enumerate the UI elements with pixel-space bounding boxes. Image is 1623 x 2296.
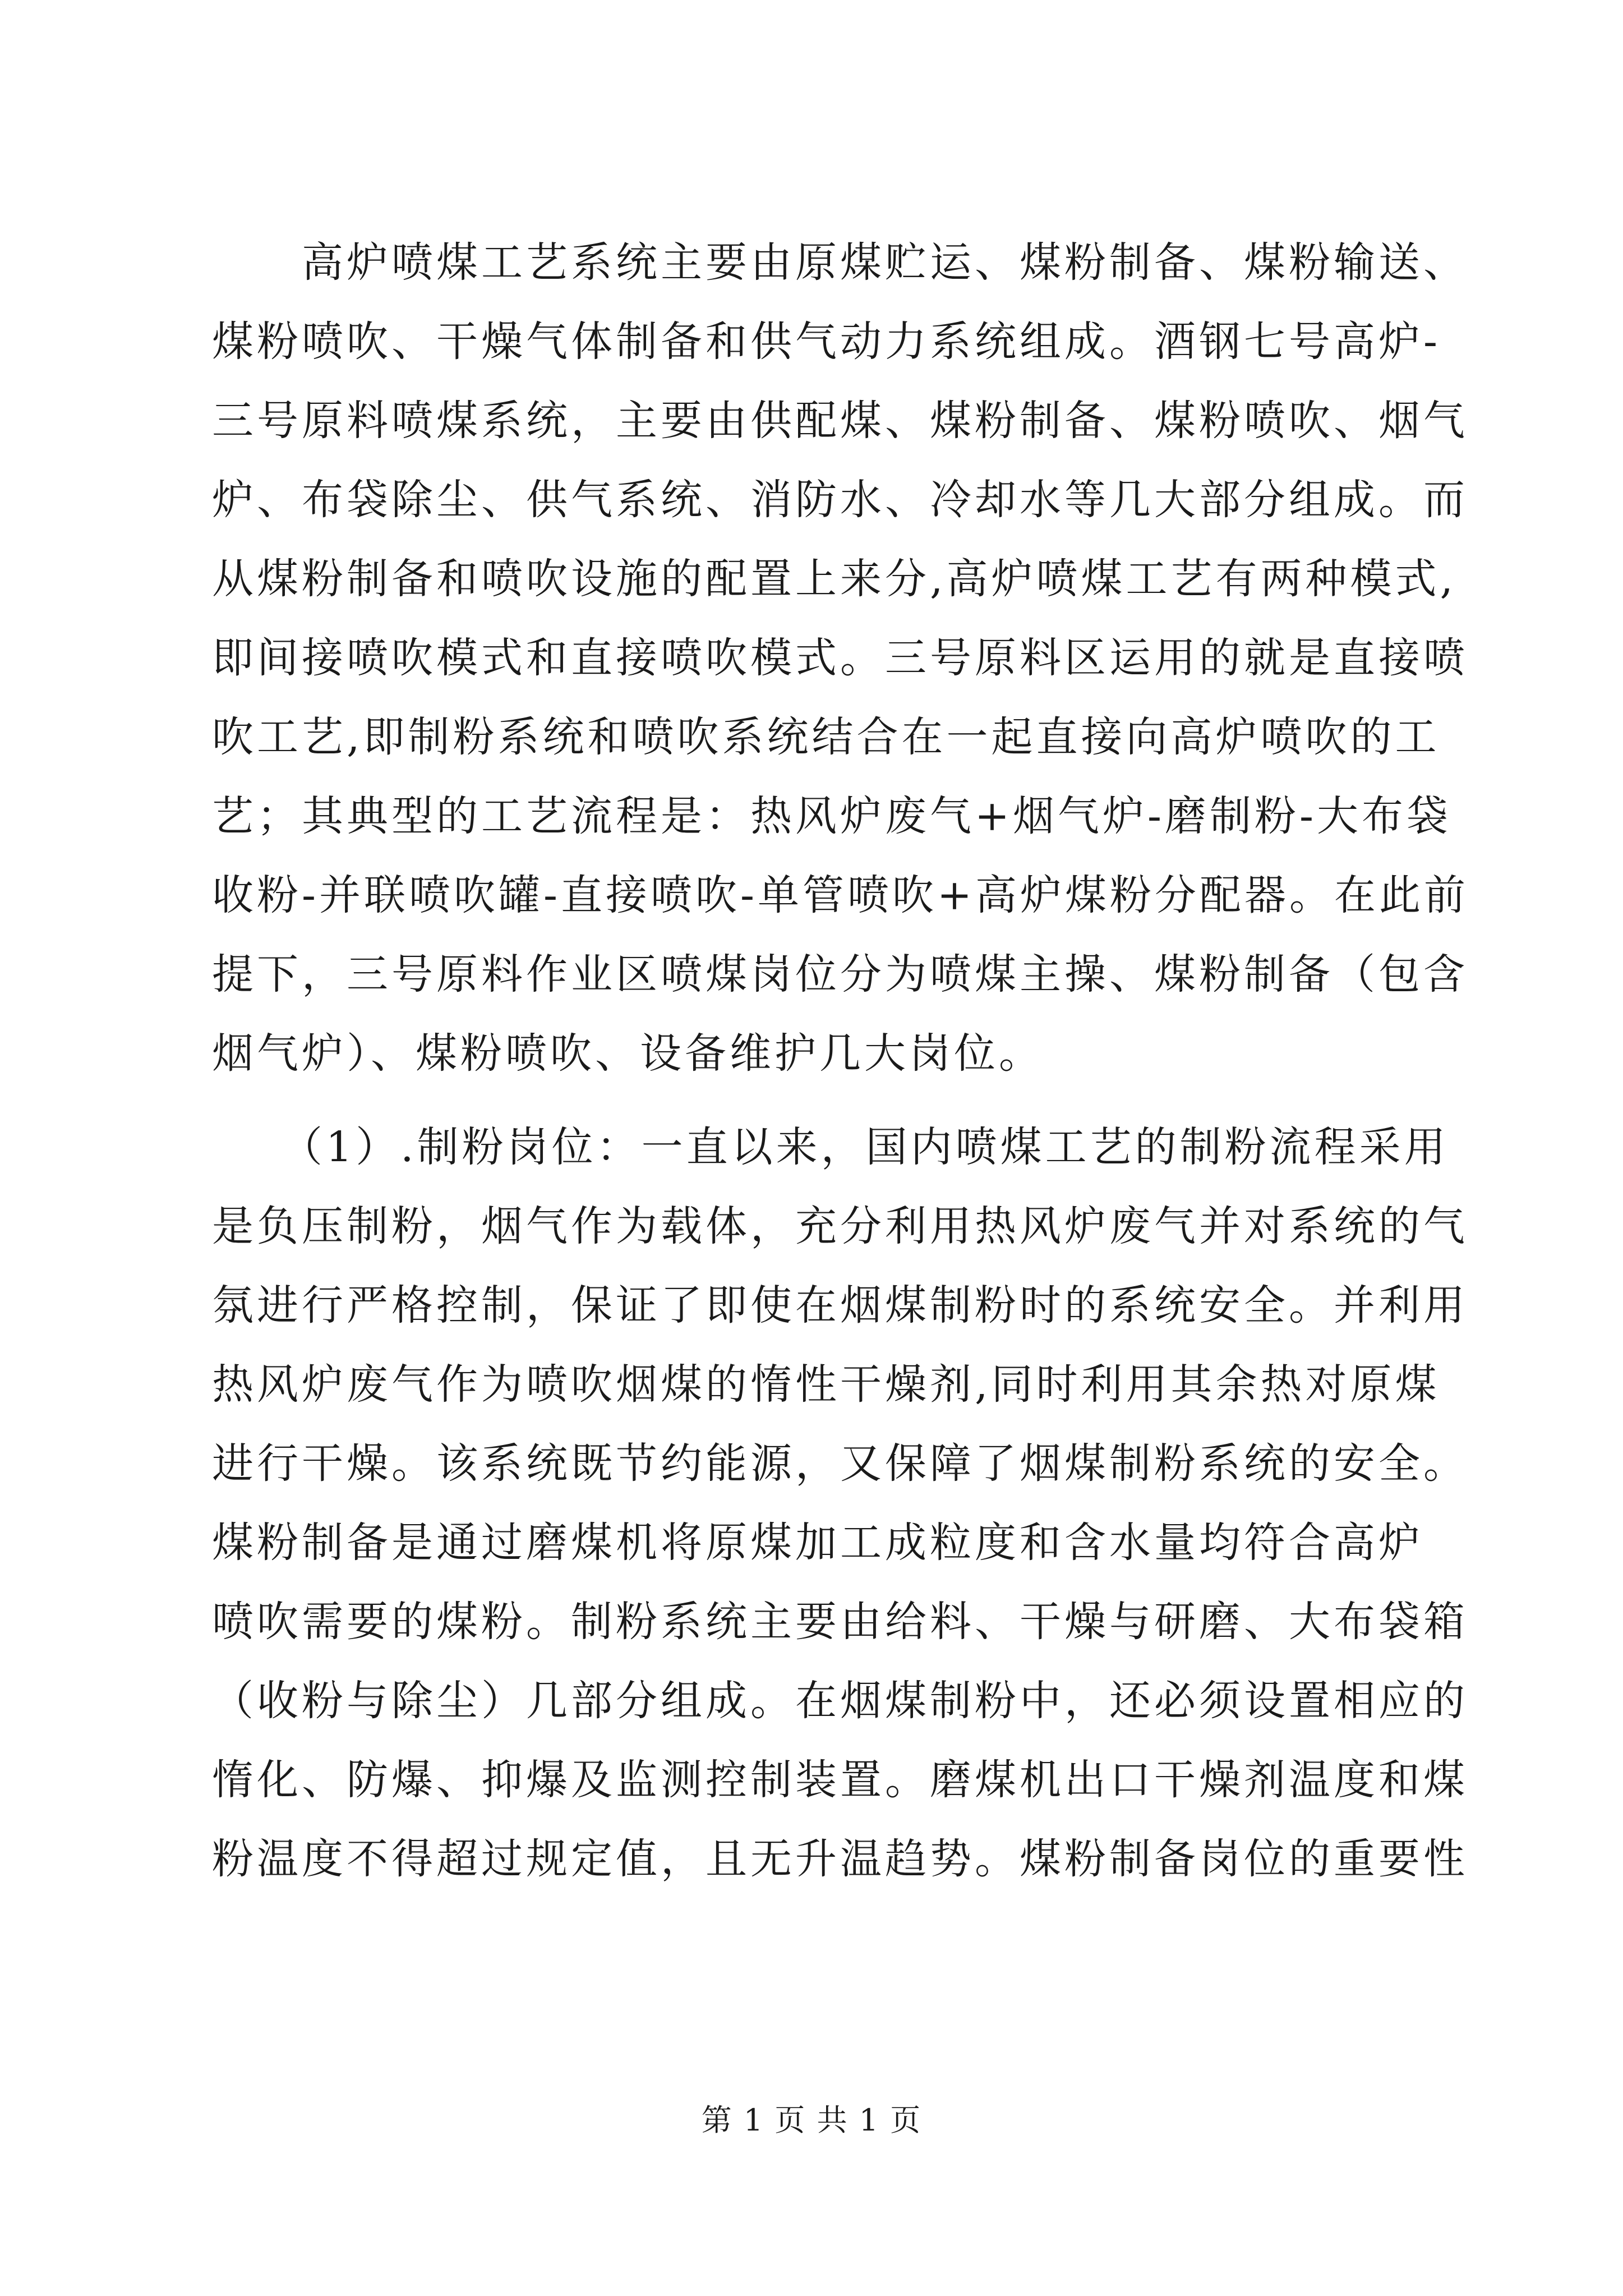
text-line: 煤粉制备是通过磨煤机将原煤加工成粒度和含水量均符合高炉 (212, 1519, 1423, 1567)
text-line: 惰化、防爆、抑爆及监测控制装置。磨煤机出口干燥剂温度和煤 (212, 1756, 1468, 1804)
text-line: 粉温度不得超过规定值，且无升温趋势。煤粉制备岗位的重要性 (212, 1835, 1468, 1883)
text-line: 从煤粉制备和喷吹设施的配置上来分,高炉喷煤工艺有两种模式, (212, 555, 1457, 603)
text-line: （收粉与除尘）几部分组成。在烟煤制粉中，还必须设置相应的 (212, 1677, 1468, 1725)
text-line: 喷吹需要的煤粉。制粉系统主要由给料、干燥与研磨、大布袋箱 (212, 1598, 1468, 1646)
paragraph-1 (212, 223, 1469, 1093)
text-line: 进行干燥。该系统既节约能源，又保障了烟煤制粉系统的安全。 (212, 1439, 1468, 1488)
text-line: 即间接喷吹模式和直接喷吹模式。三号原料区运用的就是直接喷 (212, 634, 1468, 682)
text-line: 收粉-并联喷吹罐-直接喷吹-单管喷吹+高炉煤粉分配器。在此前 (212, 871, 1469, 919)
text-line: 吹工艺,即制粉系统和喷吹系统结合在一起直接向高炉喷吹的工 (212, 713, 1440, 761)
paragraph-2 (212, 1108, 1468, 1899)
text-line: 煤粉喷吹、干燥气体制备和供气动力系统组成。酒钢七号高炉- (212, 318, 1441, 366)
text-line: 炉、布袋除尘、供气系统、消防水、冷却水等几大部分组成。而 (212, 476, 1468, 524)
text-line: 三号原料喷煤系统，主要由供配煤、煤粉制备、煤粉喷吹、烟气 (212, 397, 1468, 445)
text-line: 氛进行严格控制，保证了即使在烟煤制粉时的系统安全。并利用 (212, 1281, 1468, 1329)
document-body (212, 223, 1469, 1899)
page-footer (0, 2098, 1623, 2143)
text-line: 高炉喷煤工艺系统主要由原煤贮运、煤粉制备、煤粉输送、 (212, 238, 1468, 287)
text-line: 热风炉废气作为喷吹烟煤的惰性干燥剂,同时利用其余热对原煤 (212, 1360, 1440, 1409)
text-line: 艺；其典型的工艺流程是：热风炉废气+烟气炉-磨制粉-大布袋 (212, 792, 1452, 840)
text-line: 提下，三号原料作业区喷煤岗位分为喷煤主操、煤粉制备（包含 (212, 950, 1468, 999)
text-line: 烟气炉）、煤粉喷吹、设备维护几大岗位。 (212, 1029, 1044, 1078)
text-line: （1）.制粉岗位：一直以来，国内喷煤工艺的制粉流程采用 (212, 1123, 1449, 1171)
text-line: 是负压制粉，烟气作为载体，充分利用热风炉废气并对系统的气 (212, 1202, 1468, 1250)
page-number-label: 第 1 页 共 1 页 (701, 2102, 922, 2138)
